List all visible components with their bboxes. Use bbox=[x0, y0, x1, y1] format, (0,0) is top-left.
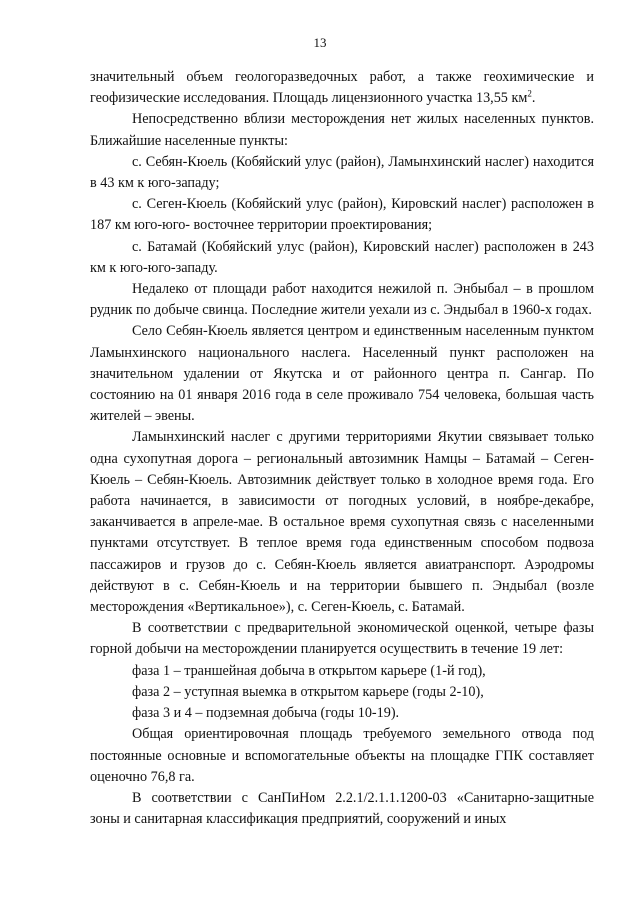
paragraph-winter-road: Ламынхинский наслег с другими территориями Якутии связывает только одна сухопутная дорога – региональный автозимник Намцы – Батамай – Сеген-Кюель – Себян-Кюель. Автозимник действует только в холодное время года. Его работа начинается, в зависимости от погодных условий, в ноябре-декабре, заканчивается в апреле-мае. В остальное время сухопутная связь с населенными пунктами отсутствует. В теплое время года единственным способом подвоза пассажиров и грузов до с. Себян-Кюель является авиатранспорт. Аэродромы действуют в с. Себян-Кюель и на территории бывшего п. Эндыбал (возле месторождения «Вертикальное»), с. Сеген-Кюель, с. Батамай. bbox=[90, 429, 594, 616]
list-item-phase-1: фаза 1 – траншейная добыча в открытом карьере (1-й год), bbox=[132, 662, 486, 679]
paragraph-endybal: Недалеко от площади работ находится нежилой п. Энбыбал – в прошлом рудник по добыче свинца. Последние жители уехали из с. Эндыбал в 1960-х годах. bbox=[90, 281, 594, 319]
paragraph-village-center: Село Себян-Кюель является центром и единственным населенным пунктом Ламынхинского национального наслега. Населенный пункт расположен на значительном удалении от Якутска и от районного центра п. Сангар. По состоянию на 01 января 2016 года в селе проживало 754 человека, большая часть жителей – эвены. bbox=[90, 323, 594, 425]
paragraph-nearby-settlements: Непосредственно вблизи месторождения нет жилых населенных пунктов. Ближайшие населенные пункты: bbox=[90, 111, 594, 149]
paragraph-mining-phases: В соответствии с предварительной экономической оценкой, четыре фазы горной добычи на месторождении планируется осуществить в течение 19 лет: bbox=[90, 620, 594, 658]
superscript: 2 bbox=[527, 88, 532, 99]
document-body bbox=[90, 67, 594, 830]
paragraph-text: значительный объем геологоразведочных работ, а также геохимические и геофизические исследования. Площадь лицензионного участка 13,55 км bbox=[90, 69, 594, 107]
paragraph-sebyan-kyuel: с. Себян-Кюель (Кобяйский улус (район), Ламынхинский наслег) находится в 43 км к юго-западу; bbox=[90, 153, 594, 192]
list-item-phase-2: фаза 2 – уступная выемка в открытом карьере (годы 2-10), bbox=[132, 683, 484, 700]
list-item-phase-3-4: фаза 3 и 4 – подземная добыча (годы 10-19). bbox=[132, 705, 400, 722]
paragraph-batamai: с. Батамай (Кобяйский улус (район), Кировский наслег) расположен в 243 км к юго-юго-западу. bbox=[90, 238, 594, 276]
paragraph-tail: . bbox=[531, 90, 536, 107]
page-number: 13 bbox=[313, 35, 327, 50]
paragraph-land-allotment: Общая ориентировочная площадь требуемого земельного отвода под постоянные основные и вспомогательные объекты на площадке ГПК составляет оценочно 76,8 га. bbox=[90, 726, 594, 785]
paragraph-sanpin: В соответствии с СанПиНом 2.2.1/2.1.1.1200-03 «Санитарно-защитные зоны и санитарная классификация предприятий, сооружений и иных bbox=[90, 789, 594, 828]
paragraph-license-area bbox=[90, 67, 594, 109]
paragraph-segen-kyuel: с. Сеген-Кюель (Кобяйский улус (район), Кировский наслег) расположен в 187 км юго-юго- восточнее территории проектирования; bbox=[90, 196, 594, 234]
